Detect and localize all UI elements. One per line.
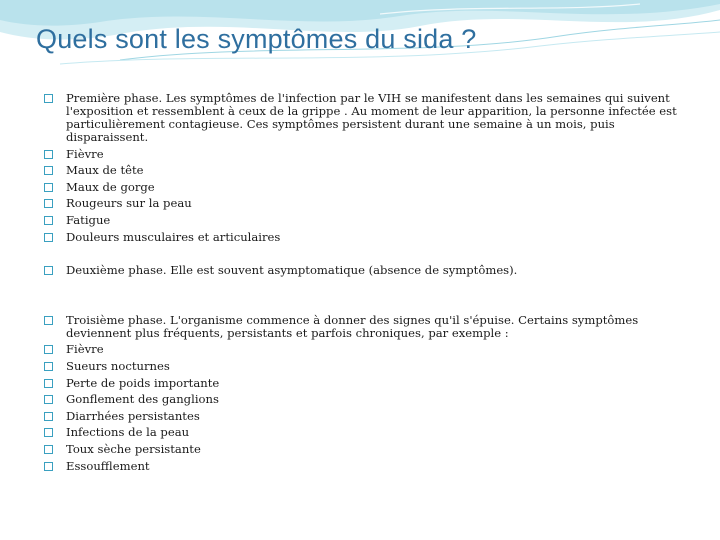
slide-title: Quels sont les symptômes du sida ? bbox=[36, 24, 477, 54]
square-bullet-icon bbox=[44, 362, 53, 371]
square-bullet-icon bbox=[44, 316, 53, 325]
list-item bbox=[44, 426, 684, 439]
list-item-text: Sueurs nocturnes bbox=[66, 358, 170, 373]
list-item-text: Maux de tête bbox=[66, 163, 144, 178]
list-item bbox=[44, 181, 684, 194]
list-item bbox=[44, 377, 684, 390]
square-bullet-icon bbox=[44, 150, 53, 159]
list-item bbox=[44, 360, 684, 373]
spacer bbox=[44, 281, 684, 314]
square-bullet-icon bbox=[44, 445, 53, 454]
square-bullet-icon bbox=[44, 266, 53, 275]
square-bullet-icon bbox=[44, 233, 53, 242]
list-item bbox=[44, 197, 684, 210]
list-item-text: Fièvre bbox=[66, 146, 104, 161]
square-bullet-icon bbox=[44, 379, 53, 388]
list-item-text: Essoufflement bbox=[66, 458, 150, 473]
square-bullet-icon bbox=[44, 166, 53, 175]
spacer bbox=[44, 247, 684, 264]
phase3-intro bbox=[44, 314, 684, 340]
list-item bbox=[44, 343, 684, 356]
square-bullet-icon bbox=[44, 94, 53, 103]
list-item-text: Fatigue bbox=[66, 212, 111, 227]
list-item bbox=[44, 231, 684, 244]
square-bullet-icon bbox=[44, 183, 53, 192]
list-item bbox=[44, 393, 684, 406]
phase2-intro-text: Deuxième phase. Elle est souvent asymptomatique (absence de symptômes). bbox=[66, 263, 518, 278]
phase1-intro-text: Première phase. Les symptômes de l'infection par le VIH se manifestent dans les semaines qui suivent l'exposition et ressemblent à ceux de la grippe . Au moment de leur apparition, la personne infectée est particulièrement contagieuse. Ces symptômes persistent durant une semaine à un mois, puis disparaissent. bbox=[66, 91, 677, 144]
list-item-text: Toux sèche persistante bbox=[66, 441, 201, 456]
list-item-text: Maux de gorge bbox=[66, 179, 155, 194]
list-item bbox=[44, 164, 684, 177]
list-item-text: Rougeurs sur la peau bbox=[66, 196, 192, 211]
phase3-intro-text: Troisième phase. L'organisme commence à donner des signes qu'il s'épuise. Certains symptômes deviennent plus fréquents, persistants et parfois chroniques, par exemple : bbox=[66, 312, 639, 340]
phase2-intro bbox=[44, 264, 684, 277]
content bbox=[44, 92, 684, 476]
list-item bbox=[44, 410, 684, 423]
list-item-text: Douleurs musculaires et articulaires bbox=[66, 229, 281, 244]
square-bullet-icon bbox=[44, 428, 53, 437]
square-bullet-icon bbox=[44, 395, 53, 404]
list-item-text: Perte de poids importante bbox=[66, 375, 220, 390]
square-bullet-icon bbox=[44, 462, 53, 471]
square-bullet-icon bbox=[44, 412, 53, 421]
square-bullet-icon bbox=[44, 216, 53, 225]
square-bullet-icon bbox=[44, 199, 53, 208]
square-bullet-icon bbox=[44, 345, 53, 354]
list-item bbox=[44, 214, 684, 227]
list-item-text: Fièvre bbox=[66, 342, 104, 357]
list-item-text: Gonflement des ganglions bbox=[66, 392, 219, 407]
list-item bbox=[44, 443, 684, 456]
list-item-text: Diarrhées persistantes bbox=[66, 408, 200, 423]
list-item-text: Infections de la peau bbox=[66, 425, 190, 440]
phase1-intro bbox=[44, 92, 684, 144]
list-item bbox=[44, 148, 684, 161]
list-item bbox=[44, 460, 684, 473]
